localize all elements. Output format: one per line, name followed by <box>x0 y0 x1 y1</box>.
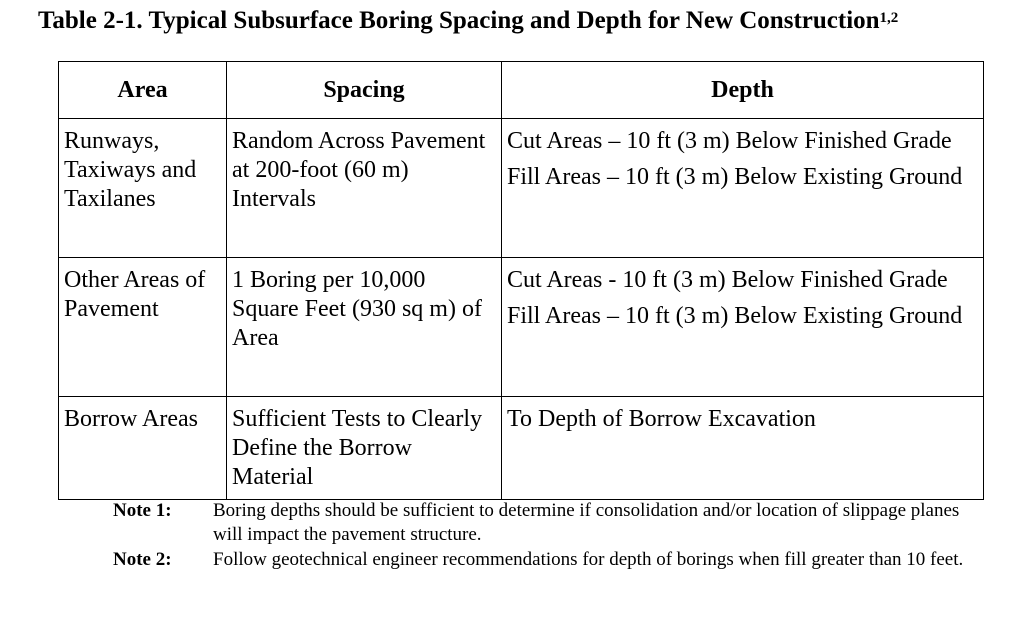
cell-spacing-text: 1 Boring per 10,000 Square Feet (930 sq m) of Area <box>232 267 482 351</box>
note-label: Note 1: <box>113 500 172 521</box>
table-title-superscript: 1,2 <box>879 10 899 26</box>
cell-depth <box>502 258 984 397</box>
boring-spacing-table <box>58 61 984 500</box>
cell-area <box>59 119 227 258</box>
table-title-text: Table 2-1. Typical Subsurface Boring Spacing and Depth for New Construction <box>38 7 880 34</box>
note-text: Boring depths should be sufficient to determine if consolidation and/or location of slippage planes will impact the pavement structure. <box>213 500 960 545</box>
note-2 <box>113 548 973 572</box>
cell-spacing <box>227 119 502 258</box>
table-row <box>59 119 984 258</box>
header-spacing: Spacing <box>227 62 502 119</box>
note-label: Note 2: <box>113 549 172 570</box>
note-text: Follow geotechnical engineer recommendations for depth of borings when fill greater than 10 feet. <box>213 549 964 570</box>
cell-spacing-text: Random Across Pavement at 200-foot (60 m) Intervals <box>232 128 486 212</box>
cell-spacing-text: Sufficient Tests to Clearly Define the Borrow Material <box>232 406 483 490</box>
table-title <box>38 5 898 37</box>
depth-entry: Fill Areas – 10 ft (3 m) Below Existing Ground <box>507 164 963 190</box>
note-1 <box>113 499 973 547</box>
cell-area <box>59 397 227 500</box>
cell-area-text: Borrow Areas <box>64 406 198 432</box>
depth-entry: To Depth of Borrow Excavation <box>507 406 816 432</box>
depth-entry: Fill Areas – 10 ft (3 m) Below Existing Ground <box>507 303 963 329</box>
cell-area-text: Runways, Taxiways and Taxilanes <box>64 128 197 212</box>
table-notes <box>113 499 973 573</box>
table-row <box>59 258 984 397</box>
cell-depth <box>502 119 984 258</box>
table-header-row <box>59 62 984 119</box>
depth-entry: Cut Areas – 10 ft (3 m) Below Finished Grade <box>507 128 952 154</box>
cell-spacing <box>227 397 502 500</box>
header-depth: Depth <box>502 62 984 119</box>
cell-area <box>59 258 227 397</box>
cell-area-text: Other Areas of Pavement <box>64 267 206 322</box>
cell-depth <box>502 397 984 500</box>
header-area: Area <box>59 62 227 119</box>
table-row <box>59 397 984 500</box>
cell-spacing <box>227 258 502 397</box>
depth-entry: Cut Areas - 10 ft (3 m) Below Finished Grade <box>507 267 948 293</box>
